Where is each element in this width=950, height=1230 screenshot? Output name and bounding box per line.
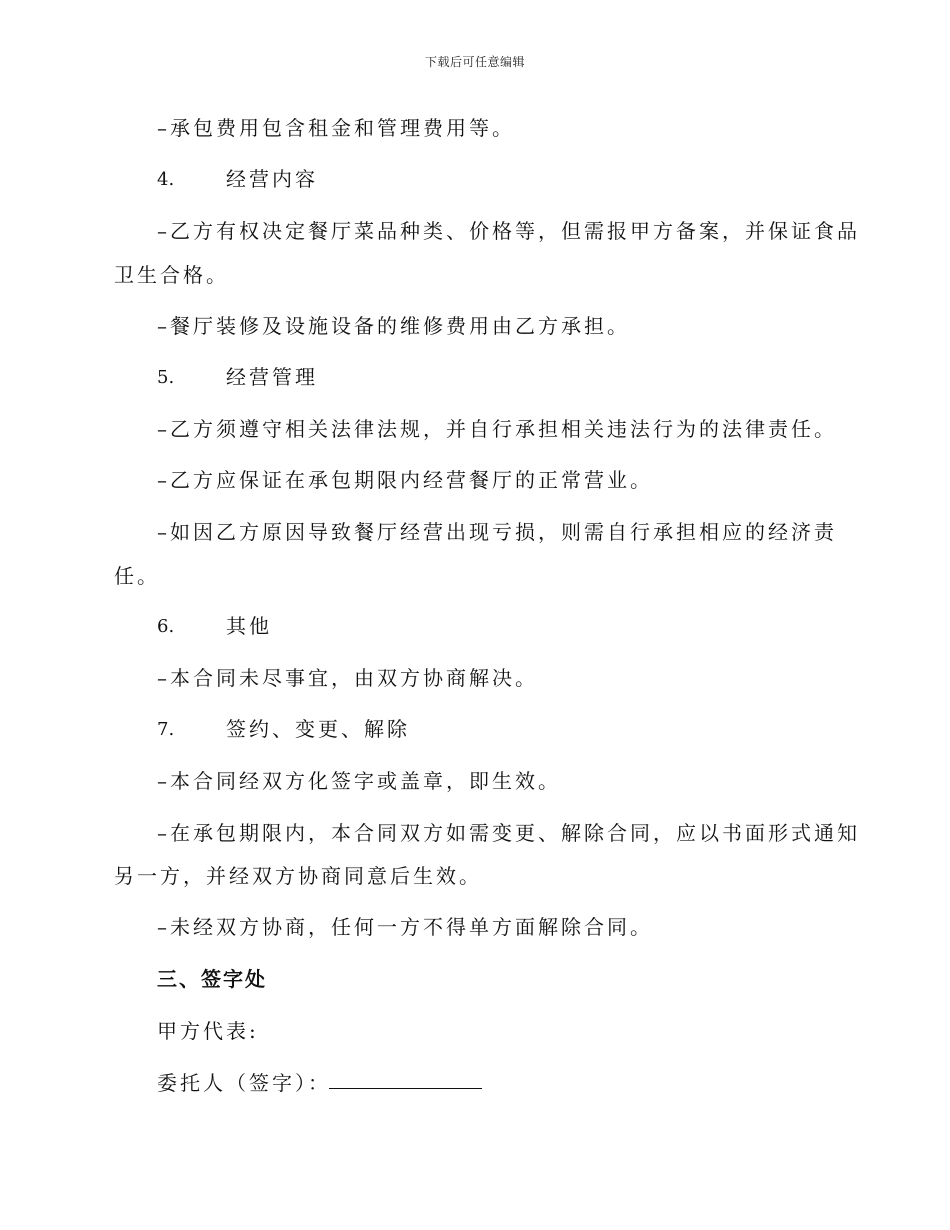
- clause-menu-decision-line2: 卫生合格。: [114, 263, 229, 287]
- clause-loss-liability-line2: 任。: [114, 564, 160, 588]
- clause-no-unilateral-termination: –未经双方协商，任何一方不得单方面解除合同。: [157, 915, 653, 939]
- page-header: 下载后可任意编辑: [424, 55, 525, 69]
- section-6-title: 其他: [226, 614, 272, 638]
- section-6-number: 6.: [157, 616, 175, 637]
- section-7-title: 签约、变更、解除: [226, 717, 410, 741]
- section-3-signature-title: 三、签字处: [157, 967, 267, 991]
- signature-line: [329, 1088, 482, 1089]
- party-a-representative-label: 甲方代表:: [157, 1019, 259, 1043]
- clause-change-termination-line2: 另一方，并经双方协商同意后生效。: [114, 864, 482, 888]
- clause-change-termination-line1: –在承包期限内，本合同双方如需变更、解除合同，应以书面形式通知: [157, 821, 860, 845]
- section-7-number: 7.: [157, 719, 175, 740]
- clause-loss-liability-line1: –如因乙方原因导致餐厅经营出现亏损，则需自行承担相应的经济责: [157, 520, 837, 544]
- section-4-title: 经营内容: [226, 167, 318, 191]
- clause-maintenance-cost: –餐厅装修及设施设备的维修费用由乙方承担。: [157, 314, 630, 338]
- delegate-signature-label: 委托人（签字）：: [157, 1071, 331, 1095]
- clause-unresolved-matters: –本合同未尽事宜，由双方协商解决。: [157, 666, 538, 690]
- clause-effective-on-signing: –本合同经双方化签字或盖章，即生效。: [157, 769, 561, 793]
- clause-normal-operation: –乙方应保证在承包期限内经营餐厅的正常营业。: [157, 468, 653, 492]
- section-5-title: 经营管理: [226, 365, 318, 389]
- clause-menu-decision-line1: –乙方有权决定餐厅菜品种类、价格等，但需报甲方备案，并保证食品: [157, 219, 860, 243]
- section-5-number: 5.: [157, 367, 175, 388]
- clause-legal-compliance: –乙方须遵守相关法律法规，并自行承担相关违法行为的法律责任。: [157, 417, 837, 441]
- clause-fee-includes: –承包费用包含租金和管理费用等。: [157, 116, 515, 140]
- section-4-number: 4.: [157, 169, 175, 190]
